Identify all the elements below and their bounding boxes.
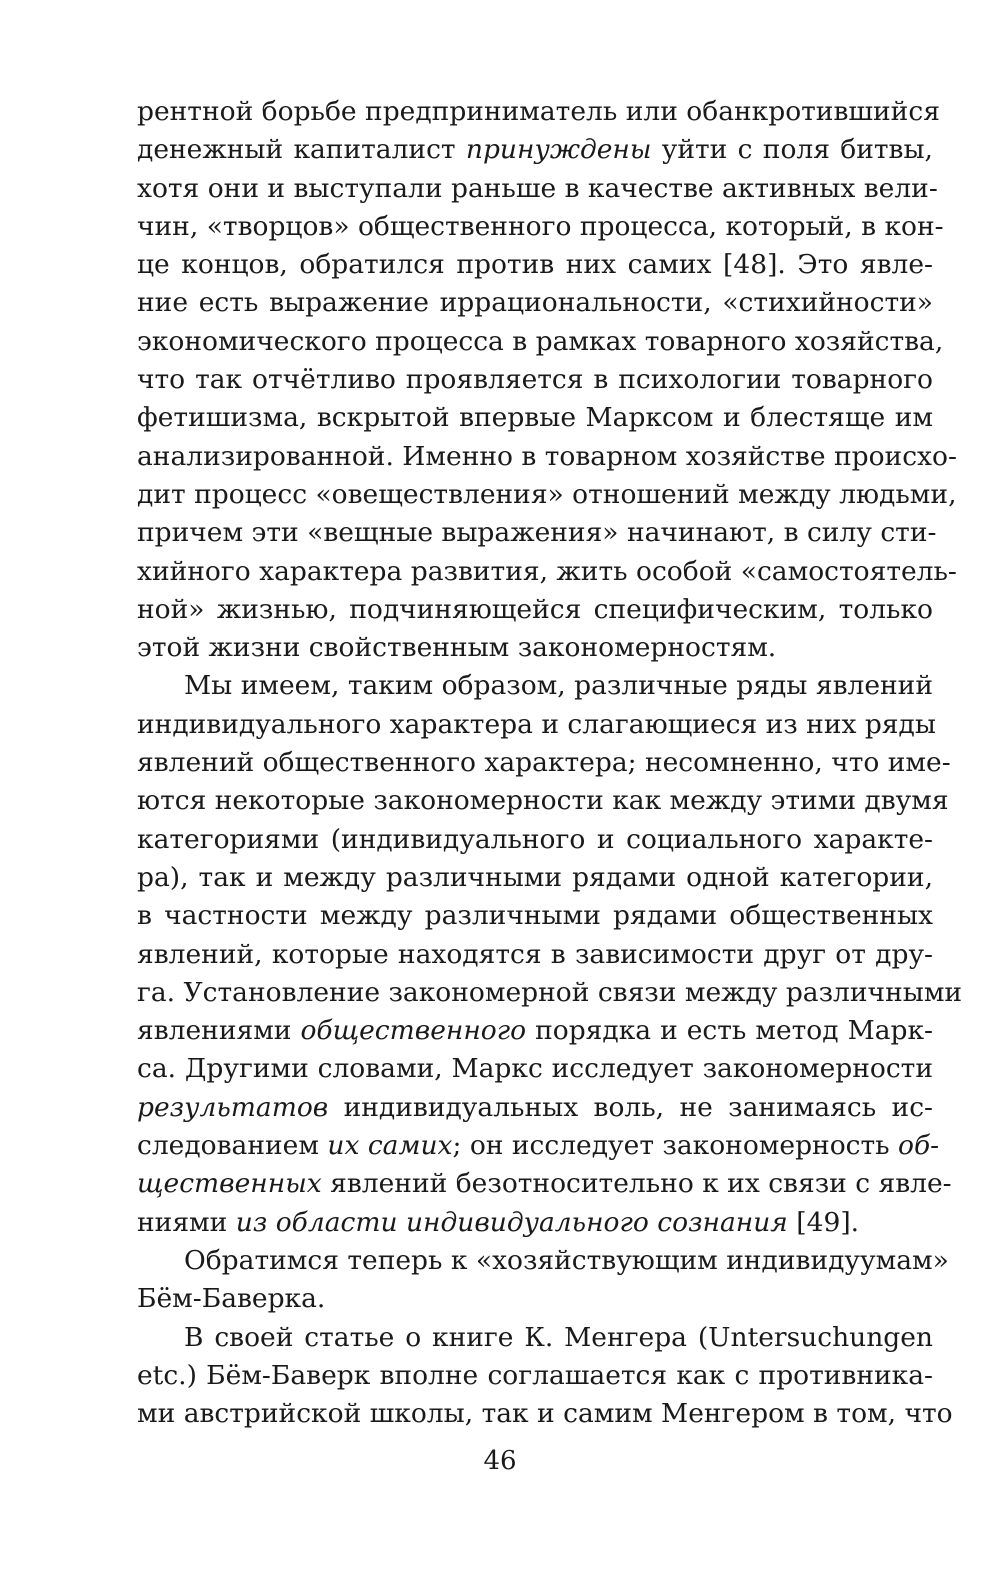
text-run: [49].	[787, 1206, 860, 1238]
italic-text: их самих	[327, 1130, 453, 1162]
text-line	[137, 553, 957, 591]
text-run: ной» жизнью, подчиняющейся специфическим, только	[137, 593, 933, 625]
text-line	[137, 629, 933, 667]
text-line	[137, 93, 940, 131]
text-line	[137, 1089, 933, 1127]
text-line	[137, 1357, 933, 1395]
text-line	[137, 131, 933, 169]
text-line	[137, 361, 933, 399]
text-line	[137, 859, 933, 897]
text-line	[137, 667, 933, 705]
text-line	[137, 706, 936, 744]
text-line	[137, 323, 944, 361]
text-run: Мы имеем, таким образом, различные ряды явлений	[184, 670, 933, 702]
text-run: хийного характера развития, жить особой «самостоятель-	[137, 555, 957, 587]
text-run: категориями (индивидуального и социального характе-	[137, 823, 933, 855]
text-run: что так отчётливо проявляется в психологии товарного	[137, 364, 933, 396]
text-line	[137, 208, 944, 246]
text-run: ниями	[137, 1206, 236, 1238]
text-run: ми австрийской школы, так и самим Менгером в том, что	[137, 1398, 953, 1430]
text-line	[137, 1395, 953, 1433]
text-run: ются некоторые закономерности как между этими двумя	[137, 785, 949, 817]
text-run: хотя они и выступали раньше в качестве активных вели-	[137, 172, 938, 204]
text-line	[137, 1242, 949, 1280]
text-run: В своей статье о книге К. Менгера (Untersuchungen	[184, 1321, 933, 1353]
italic-text: принуждены	[465, 134, 652, 166]
text-line	[137, 744, 951, 782]
text-run: индивидуальных воль, не занимаясь ис-	[328, 1091, 933, 1123]
text-line	[137, 1127, 940, 1165]
text-run: анализированной. Именно в товарном хозяйстве происхо-	[137, 440, 957, 472]
text-line	[137, 1280, 933, 1318]
text-run: следованием	[137, 1130, 328, 1162]
text-line	[137, 936, 933, 974]
italic-text: результатов	[137, 1091, 329, 1123]
text-run: са. Другими словами, Маркс исследует закономерности	[137, 1053, 933, 1085]
text-line	[137, 1204, 933, 1242]
text-run: це концов, обратился против них самих [48]. Это явле-	[137, 249, 933, 281]
italic-text: об-	[898, 1130, 940, 1162]
text-line	[137, 974, 963, 1012]
text-run: га. Установление закономерной связи между различными	[137, 976, 963, 1008]
text-line	[137, 591, 933, 629]
text-line	[137, 821, 933, 859]
text-run: явлений безотносительно к их связи с явле-	[321, 1168, 952, 1200]
text-run: рентной борьбе предприниматель или обанкротившийся	[137, 96, 940, 127]
text-line	[137, 1165, 952, 1203]
text-line	[137, 399, 933, 437]
text-run: дит процесс «овеществления» отношений между людьми,	[137, 478, 957, 510]
text-line	[137, 476, 957, 514]
text-line	[137, 1050, 933, 1088]
text-run: чин, «творцов» общественного процесса, который, в кон-	[137, 210, 944, 242]
text-line	[137, 1012, 933, 1050]
text-run: причем эти «вещные выражения» начинают, в силу сти-	[137, 517, 937, 549]
text-run: ние есть выражение иррациональности, «стихийности»	[137, 287, 933, 319]
italic-text: щественных	[137, 1168, 322, 1200]
text-run: Бём-Баверка.	[137, 1283, 326, 1315]
paragraph	[137, 1242, 949, 1319]
text-run: фетишизма, вскрытой впервые Марксом и блестяще им	[137, 402, 933, 434]
paragraph	[137, 93, 957, 667]
text-run: экономического процесса в рамках товарного хозяйства,	[137, 325, 944, 357]
text-run: денежный капиталист	[137, 134, 466, 166]
text-run: явлений, которые находятся в зависимости друг от дру-	[137, 938, 933, 970]
paragraph	[137, 1319, 953, 1434]
page-number: 46	[483, 1446, 517, 1476]
text-line	[137, 170, 938, 208]
italic-text: общественного	[300, 1015, 527, 1047]
text-line	[137, 514, 937, 552]
text-line	[137, 246, 933, 284]
text-run: ра), так и между различными рядами одной категории,	[137, 861, 933, 893]
paragraph	[137, 667, 963, 1241]
page-body	[137, 93, 963, 1433]
text-run: в частности между различными рядами общественных	[137, 900, 933, 932]
text-line	[137, 897, 933, 935]
text-run: Обратимся теперь к «хозяйствующим индивидуумам»	[184, 1244, 949, 1276]
text-run: явлений общественного характера; несомненно, что име-	[137, 747, 951, 779]
text-run: etc.) Бём-Баверк вполне соглашается как с противника-	[137, 1359, 933, 1391]
text-line	[137, 782, 949, 820]
text-run: уйти с поля битвы,	[651, 134, 933, 166]
text-line	[137, 1319, 933, 1357]
text-run: этой жизни свойственным закономерностям.	[137, 632, 777, 664]
text-run: индивидуального характера и слагающиеся из них ряды	[137, 708, 936, 740]
text-run: ; он исследует закономерность	[452, 1130, 899, 1162]
text-run: явлениями	[137, 1015, 301, 1047]
italic-text: из области индивидуального сознания	[235, 1206, 788, 1238]
text-run: порядка и есть метод Марк-	[526, 1015, 933, 1047]
text-line	[137, 284, 933, 322]
text-line	[137, 438, 957, 476]
